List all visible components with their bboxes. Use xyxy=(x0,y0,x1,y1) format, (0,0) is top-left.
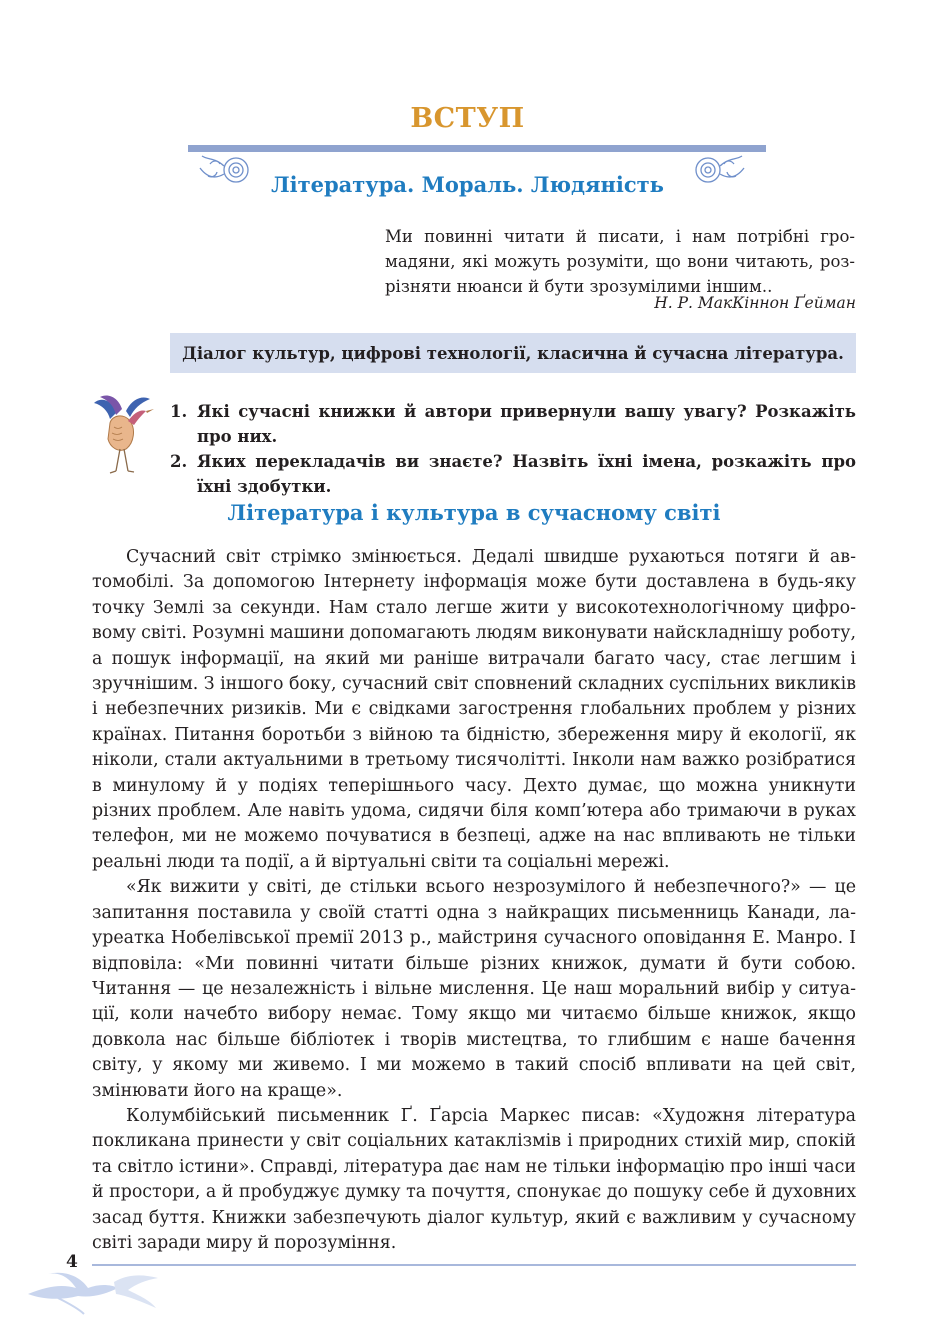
question-list xyxy=(170,399,856,499)
question-item xyxy=(170,449,856,499)
question-number: 2. xyxy=(170,452,188,471)
topic-box xyxy=(170,333,856,373)
body-text xyxy=(92,545,856,1256)
paragraph: Сучасний світ стрімко змінюється. Дедалі швидше рухаються потяги й автомобілі. За допомогою Інтернету інформація може бути доставлена в будь-яку точку Землі за секунди. Нам стало легше жити у високотехнологічному цифровому світі. Розумні машини допомагають людям виконувати найскладнішу роботу, а пошук інформації, на який ми раніше витрачали багато часу, стає легшим і зручнішим. З іншого боку, сучасний світ сповнений складних суспільних викликів і небезпечних ризиків. Ми є свідками загострення глобальних проблем у різних країнах. Питання боротьби з війною та бідністю, збереження миру й екології, як ніколи, стали актуальними в третьому тисячолітті. Інколи нам важко розібратися в минулому й у подіях теперішнього часу. Дехто думає, що можна уникнути різних проблем. Але навіть удома, сидячи біля комп’ютера або тримаючи в руках телефон, ми не можемо почуватися в безпеці, адже на нас впливають не тільки реальні люди та події, а й віртуальні світи та соціальні мережі. xyxy=(92,547,856,872)
paragraph: Колумбійський письменник Ґ. Ґарсіа Маркес писав: «Художня література покликана принести у світ соціальних катаклізмів і природних стихій мир, спокій та світло істини». Справді, література дає нам не тільки інформацію про інші часи й простори, а й пробуджує думку та почуття, спонукає до пошуку себе й духовних засад буття. Книжки забезпечують діалог культур, який є важливим у сучасному світі заради миру й порозуміння. xyxy=(92,1105,856,1253)
heron-illustration-icon xyxy=(88,393,162,475)
paragraph: «Як вижити у світі, де стільки всього незрозумілого й небезпечного?» — це запитання поставила у своїй статті одна з найкращих письменниць Канади, лауреатка Нобелівської премії 2013 р., майстриня сучасного оповідання Е. Манро. І відповіла: «Ми повинні читати більше різних книжок, думати й бути собою. Читання — це незалежність і вільне мислення. Це наш моральний вибір у ситуації, коли начебто вибору немає. Тому якщо ми читаємо більше книжок, якщо довкола нас більше бібліотек і творів мистецтва, то глибшим є наше бачення світу, у якому ми живемо. І ми можемо в такий спосіб впливати на цей світ, змінювати його на краще». xyxy=(92,877,856,1101)
question-item xyxy=(170,399,856,449)
page-number: 4 xyxy=(66,1252,78,1272)
topic-text: Діалог культур, цифрові технології, класична й сучасна література. xyxy=(182,343,844,363)
question-number: 1. xyxy=(170,402,188,421)
section-subtitle: Література. Мораль. Людяність xyxy=(271,172,664,197)
epigraph-author: Н. Р. МакКіннон Ґейман xyxy=(654,294,856,312)
section-heading: Література і культура в сучасному світі xyxy=(227,500,721,525)
chapter-title: ВСТУП xyxy=(410,103,525,134)
question-text: Яких перекладачів ви знаєте? Назвіть їхні імена, розкажіть про їхні здобутки. xyxy=(197,452,856,496)
epigraph-text: Ми повинні читати й писати, і нам потрібні громадяни, які можуть розуміти, що вони читають, розрізняти нюанси й бути зрозумілими іншим.. xyxy=(385,227,855,296)
flying-birds-icon xyxy=(18,1266,168,1316)
title-bar xyxy=(188,145,766,152)
question-text: Які сучасні книжки й автори привернули вашу увагу? Розкажіть про них. xyxy=(197,402,856,446)
footer-divider xyxy=(92,1264,856,1266)
